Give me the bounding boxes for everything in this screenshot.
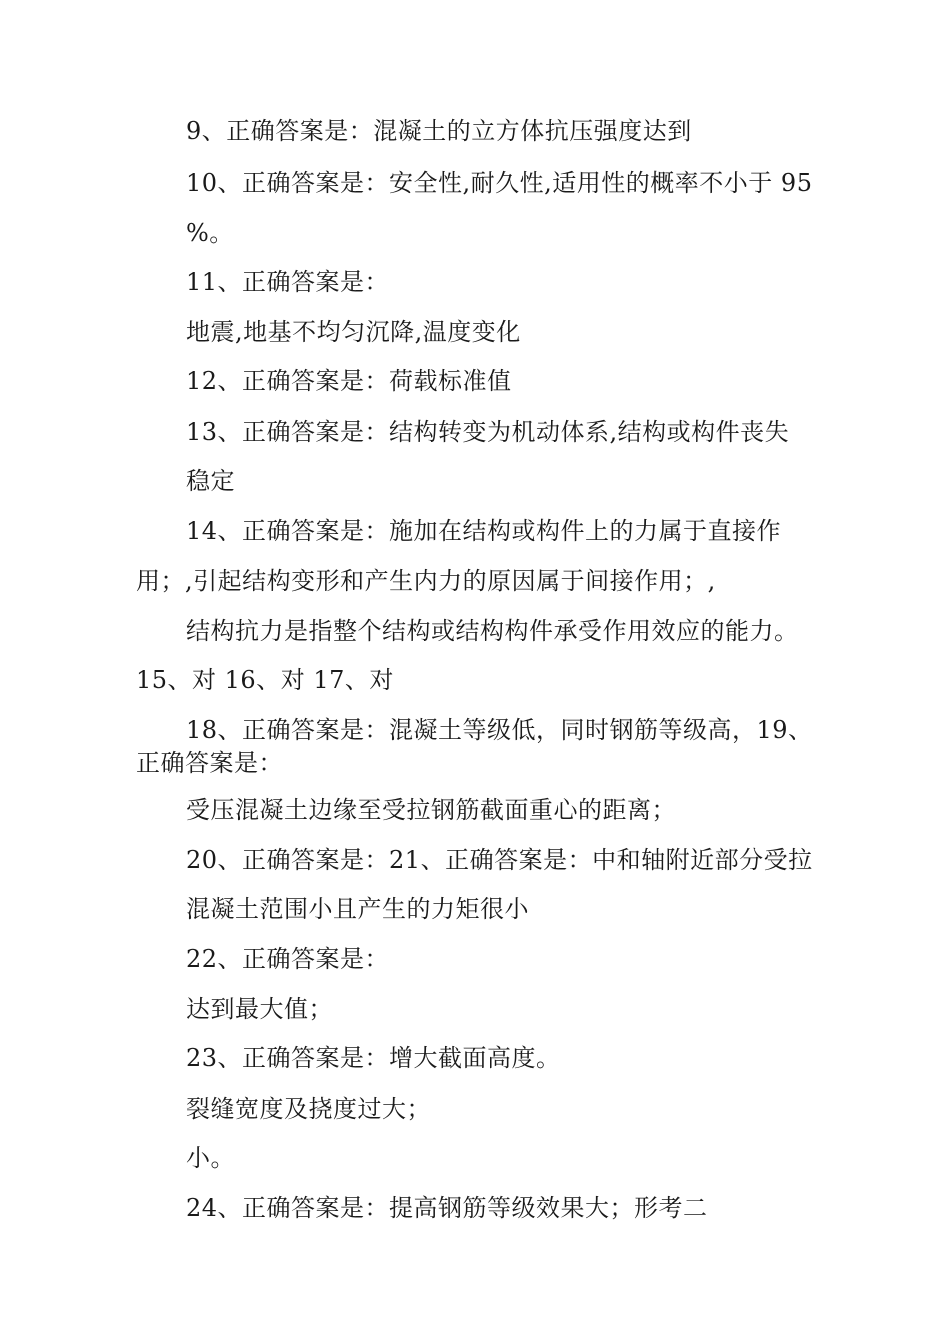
text-line: 正确答案是：	[136, 749, 283, 777]
text-line: 混凝土范围小且产生的力矩很小	[186, 895, 529, 923]
text-line: 稳定	[186, 467, 235, 495]
text-line: 14、正确答案是：施加在结构或构件上的力属于直接作	[186, 517, 782, 545]
text-line: 10、正确答案是：安全性,耐久性,适用性的概率不小于 95	[186, 169, 813, 197]
text-line: 受压混凝土边缘至受拉钢筋截面重心的距离；	[186, 796, 676, 824]
text-line: 地震,地基不均匀沉降,温度变化	[186, 318, 521, 346]
text-line: 用；,引起结构变形和产生内力的原因属于间接作用；,	[136, 567, 716, 595]
text-line: 小。	[186, 1144, 235, 1172]
text-line: 结构抗力是指整个结构或结构构件承受作用效应的能力。	[186, 617, 799, 645]
text-line: 9、正确答案是：混凝土的立方体抗压强度达到	[186, 117, 692, 145]
text-line: 11、正确答案是：	[186, 268, 390, 296]
text-line: 20、正确答案是：21、正确答案是：中和轴附近部分受拉	[186, 846, 813, 874]
text-line: 12、正确答案是：荷载标准值	[186, 367, 512, 395]
text-line: 达到最大值；	[186, 995, 333, 1023]
text-line: 裂缝宽度及挠度过大；	[186, 1095, 431, 1123]
text-line: 23、正确答案是：增大截面高度。	[186, 1044, 561, 1072]
text-line: 18、正确答案是：混凝土等级低，同时钢筋等级高，19、	[186, 716, 813, 744]
text-line: %。	[186, 219, 234, 247]
text-line: 22、正确答案是：	[186, 945, 390, 973]
text-line: 15、对 16、对 17、对	[136, 666, 394, 694]
text-line: 13、正确答案是：结构转变为机动体系,结构或构件丧失	[186, 418, 790, 446]
text-line: 24、正确答案是：提高钢筋等级效果大；形考二	[186, 1194, 708, 1222]
